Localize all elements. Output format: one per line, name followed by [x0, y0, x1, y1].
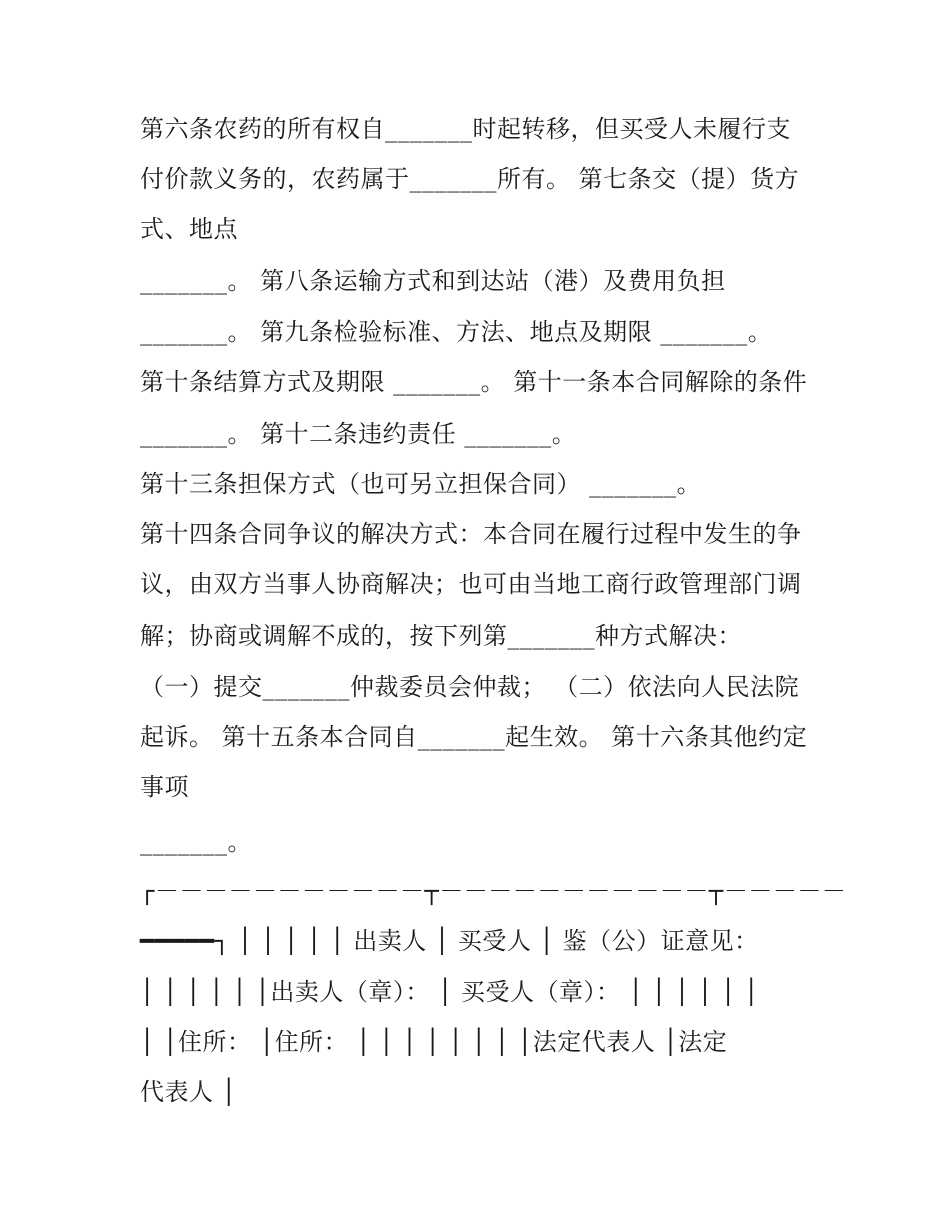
text-line-14: 事项	[140, 773, 189, 801]
table-row-address-rep: │ │住所： │住所： │ │ │ │ │ │ │ │法定代表人 │法定	[140, 1028, 728, 1056]
text-line-1: 第六条农药的所有权自_______时起转移，但买受人未履行支	[140, 115, 791, 143]
text-line-8: 第十三条担保方式（也可另立担保合同） _______。	[140, 470, 702, 498]
table-row-seals: │ │ │ │ │ │出卖人（章）： │ 买受人（章）： │ │ │ │ │ │	[140, 978, 760, 1006]
text-line-15: _______。	[140, 828, 252, 856]
text-line-9: 第十四条合同争议的解决方式：本合同在履行过程中发生的争	[140, 520, 802, 548]
text-line-11: 解；协商或调解不成的，按下列第_______种方式解决：	[140, 622, 742, 650]
text-line-4: _______。 第八条运输方式和到达站（港）及费用负担	[140, 267, 726, 295]
text-line-7: _______。 第十二条违约责任 _______。	[140, 420, 577, 448]
text-line-3: 式、地点	[140, 215, 238, 243]
table-row-parties: ━━━━━┐ │ │ │ │ │ 出卖人 │ 买受人 │ 鉴（公）证意见：	[140, 927, 759, 955]
table-row-rep-cont: 代表人 │	[140, 1078, 237, 1106]
table-border-top: ┌－－－－－－－－－－－┬－－－－－－－－－－－┬－－－－－	[140, 877, 847, 905]
text-line-10: 议，由双方当事人协商解决；也可由当地工商行政管理部门调	[140, 570, 802, 598]
text-line-13: 起诉。 第十五条本合同自_______起生效。 第十六条其他约定	[140, 723, 808, 751]
text-line-6: 第十条结算方式及期限 _______。 第十一条本合同解除的条件	[140, 368, 808, 396]
text-line-5: _______。 第九条检验标准、方法、地点及期限 _______。	[140, 318, 773, 346]
text-line-12: （一）提交_______仲裁委员会仲裁； （二）依法向人民法院	[140, 673, 800, 701]
text-line-2: 付价款义务的，农药属于_______所有。 第七条交（提）货方	[140, 165, 800, 193]
